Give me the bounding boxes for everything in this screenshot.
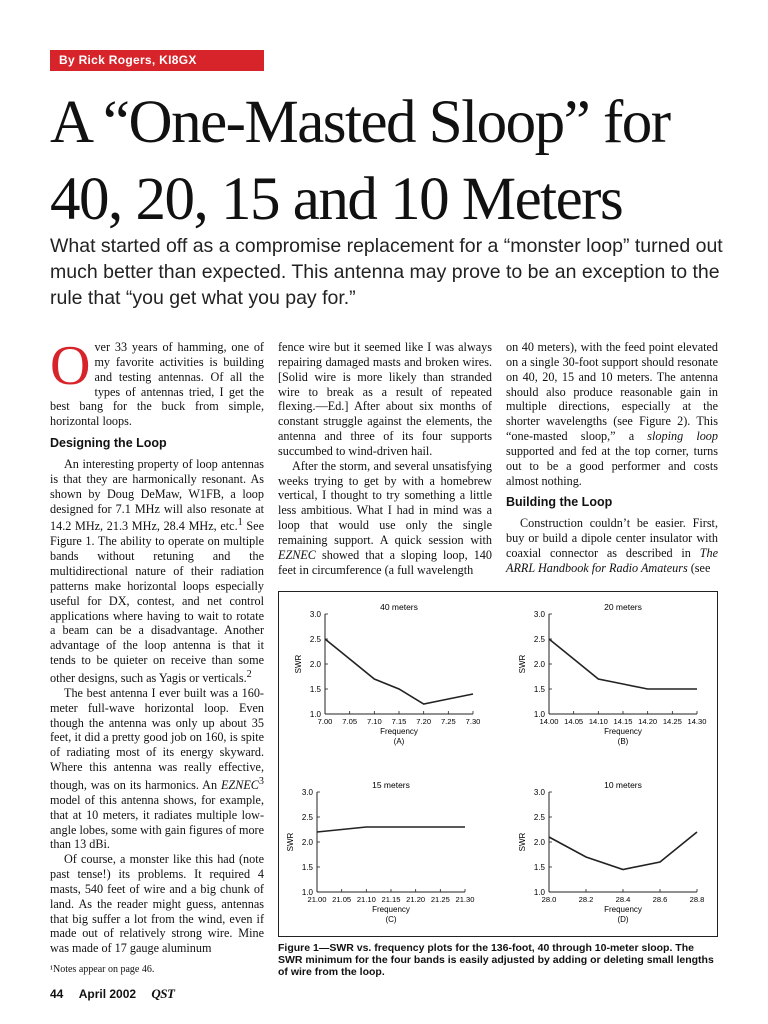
y-axis-label: SWR (294, 654, 303, 674)
paragraph: Construction couldn’t be easier. First, buy or build a dipole center insulator with coaxial connector as described in The ARRL Handbook for Radio Amateurs (see (506, 516, 718, 575)
chart-title: 10 meters (604, 780, 642, 790)
paragraph: The best antenna I ever built was a 160-meter full-wave horizontal loop. Even though the antenna was only up about 35 feet, it did a pretty good job on 160, is spite of radiating most of its energy skyward. Where this antenna was really effective, though, was on its harmonics. An EZNEC$^3$ model of this antenna shows, for example, that at 10 meters, it radiates multiple low-angle lobes, some with gain figures of more than 13 dBi. (50, 685, 264, 852)
article-title (50, 84, 750, 238)
panel-label: (C) (385, 915, 397, 924)
paragraph: After the storm, and several unsatisfying weeks trying to get by with a homebrew vertical, I thought to try something a little less ambitious. What I had in mind was a loop that would use only the single remaining support. A quick session with EZNEC showed that a sloping loop, 140 feet in circumference (a full wavelength (278, 458, 492, 577)
footnote-ref: 3 (258, 775, 264, 787)
footnote-ref: 1 (237, 517, 243, 529)
panel-label: (A) (393, 737, 405, 746)
intro-text: ver 33 years of hamming, one of my favorite activities is building and testing antennas. Of all the types of antennas tried, I get the best bang for the buck from simple, horizontal loops. (50, 340, 264, 429)
column-1 (50, 335, 264, 956)
x-tick-label: 14.20 (638, 717, 658, 726)
y-tick-label: 3.0 (301, 788, 313, 797)
x-tick-label: 14.10 (588, 717, 608, 726)
y-tick-label: 1.0 (533, 710, 545, 719)
x-tick-label: 21.10 (356, 895, 376, 904)
x-tick-label: 14.15 (613, 717, 633, 726)
x-tick-label: 21.20 (406, 895, 426, 904)
chart-title: 15 meters (372, 780, 410, 790)
y-tick-label: 2.5 (533, 635, 545, 644)
x-tick-label: 21.15 (381, 895, 401, 904)
byline: By Rick Rogers, KI8GX (50, 50, 264, 71)
x-tick-label: 28.6 (652, 895, 668, 904)
x-axis-label: Frequency (604, 727, 642, 736)
panel-label: (D) (617, 915, 629, 924)
swr-series-line (549, 639, 697, 689)
x-tick-label: 28.0 (541, 895, 557, 904)
x-axis-label: Frequency (604, 905, 642, 914)
x-axis-label: Frequency (372, 905, 410, 914)
y-tick-label: 2.0 (309, 660, 321, 669)
page-number: 44 (50, 987, 64, 1001)
x-tick-label: 28.8 (689, 895, 705, 904)
title-line-2: 40, 20, 15 and 10 Meters (50, 166, 623, 233)
paragraph: on 40 meters), with the feed point elevated on a single 30-foot support should resonate on 40, 20, 15 and 10 meters. The antenna should also produce reasonable gain in multiple directions, especially at the shorter wavelengths (see Figure 2). This “one-masted sloop,” a sloping loop supported and fed at the top corner, turns out to be a good performer and costs almost nothing. (506, 340, 718, 488)
chart-title: 40 meters (380, 602, 418, 612)
y-tick-label: 1.5 (309, 685, 321, 694)
deck-subtitle: What started off as a compromise replacement for a “monster loop” turned out much better than expected. This antenna may prove to be an exception to the rule that “you get what you pay for.” (50, 235, 723, 309)
paragraph: Of course, a monster like this had (note past tense!) its problems. It required 4 masts, 540 feet of wire and a big chunk of land. As the reader might guess, antennas that big suffer a lot from the wind, even if made out of relatively strong wire. Mine was made of 17 gauge aluminum (50, 852, 264, 956)
y-axis-label: SWR (518, 832, 527, 852)
paragraph: fence wire but it seemed like I was always repairing damaged masts and broken wires. [Solid wire is more likely than stranded wire to break as a result of repeated flexing.—Ed.] After about six months of constant struggle against the elements, the antenna and three of its four supports succumbed to wind-driven hail. (278, 340, 492, 458)
x-tick-label: 7.10 (366, 717, 382, 726)
figure-1 (278, 591, 718, 937)
x-tick-label: 21.30 (455, 895, 475, 904)
qst-logo: QST (151, 986, 175, 1001)
x-tick-label: 21.00 (307, 895, 327, 904)
y-tick-label: 1.5 (533, 685, 545, 694)
y-axis-label: SWR (286, 832, 295, 852)
footnote-ref: 2 (246, 668, 252, 680)
x-tick-label: 14.05 (564, 717, 584, 726)
y-tick-label: 3.0 (533, 788, 545, 797)
y-tick-label: 3.0 (309, 610, 321, 619)
swr-charts (279, 592, 716, 935)
intro-paragraph (50, 335, 264, 429)
swr-series-line (317, 827, 465, 832)
x-tick-label: 7.00 (317, 717, 333, 726)
y-tick-label: 1.0 (533, 888, 545, 897)
x-tick-label: 7.05 (342, 717, 358, 726)
y-axis-label: SWR (518, 654, 527, 674)
x-tick-label: 14.00 (539, 717, 559, 726)
paragraph: An interesting property of loop antennas is that they are harmonically resonant. As shown by Doug DeMaw, W1FB, a loop designed for 7.1 MHz will also resonate at 14.2 MHz, 21.3 MHz, 28.4 MHz, etc.$^1$ See Figure 1. The ability to operate on multiple bands without retuning and the multidirectional nature of their radiation patterns make horizontal loops especially useful for DX, contest, and net control applications where having to wait to rotate a beam can be a disadvantage. Another advantage of the loop antenna is that it tends to be quieter on receive than some other designs, such as Yagis or verticals.$^2$ (50, 457, 264, 685)
y-tick-label: 2.0 (301, 838, 313, 847)
column-2 (278, 340, 492, 578)
x-tick-label: 14.25 (662, 717, 682, 726)
x-tick-label: 28.4 (615, 895, 631, 904)
y-tick-label: 2.0 (533, 660, 545, 669)
y-tick-label: 2.0 (533, 838, 545, 847)
y-tick-label: 1.5 (301, 863, 313, 872)
x-tick-label: 7.20 (416, 717, 432, 726)
figure-caption: Figure 1—SWR vs. frequency plots for the 136-foot, 40 through 10-meter sloop. The SWR minimum for the four bands is easily adjusted by adding or deleting small lengths of wire from the loop. (278, 942, 714, 978)
x-tick-label: 14.30 (687, 717, 707, 726)
x-tick-label: 7.30 (465, 717, 481, 726)
page-footer (50, 986, 174, 1002)
issue-date: April 2002 (78, 987, 137, 1001)
y-tick-label: 3.0 (533, 610, 545, 619)
swr-series-line (325, 639, 473, 704)
x-tick-label: 28.2 (578, 895, 594, 904)
x-tick-label: 7.25 (440, 717, 456, 726)
heading-building-the-loop: Building the Loop (506, 495, 613, 510)
y-tick-label: 1.0 (301, 888, 313, 897)
x-tick-label: 21.25 (430, 895, 450, 904)
x-tick-label: 7.15 (391, 717, 407, 726)
y-tick-label: 2.5 (301, 813, 313, 822)
y-tick-label: 1.0 (309, 710, 321, 719)
drop-cap: O (50, 335, 91, 397)
footnote: ¹Notes appear on page 46. (50, 964, 155, 975)
heading-designing-the-loop: Designing the Loop (50, 436, 167, 451)
x-axis-label: Frequency (380, 727, 418, 736)
swr-series-line (549, 832, 697, 870)
y-tick-label: 2.5 (309, 635, 321, 644)
title-line-1: A “One-Masted Sloop” for (50, 89, 670, 156)
y-tick-label: 1.5 (533, 863, 545, 872)
chart-title: 20 meters (604, 602, 642, 612)
column-3 (506, 340, 718, 576)
panel-label: (B) (617, 737, 629, 746)
y-tick-label: 2.5 (533, 813, 545, 822)
x-tick-label: 21.05 (332, 895, 352, 904)
